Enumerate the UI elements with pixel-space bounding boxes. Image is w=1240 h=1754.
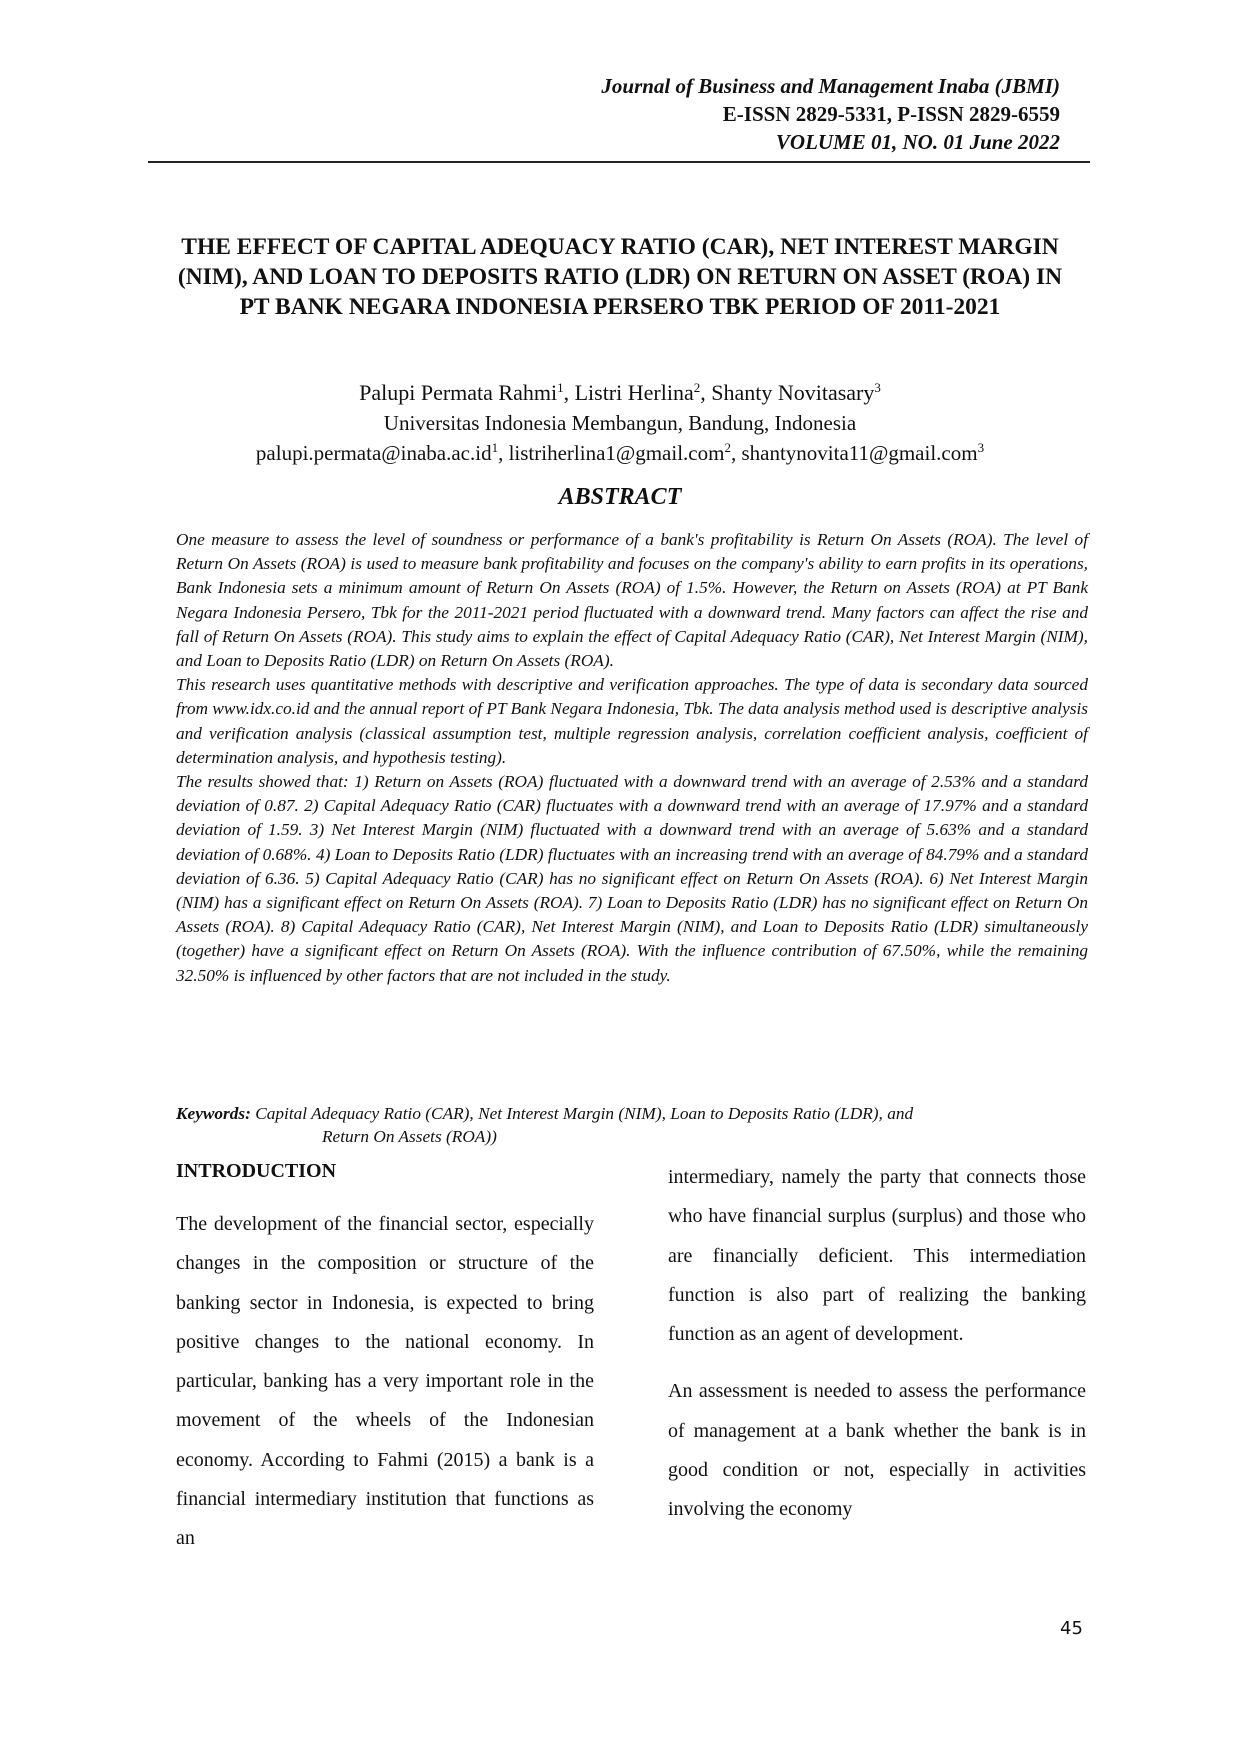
author-name: Palupi Permata Rahmi: [359, 380, 558, 405]
email-sup: 1: [491, 440, 499, 455]
author-name: Shanty Novitasary: [711, 380, 875, 405]
left-column: [176, 1157, 594, 1559]
author-sup: 1: [557, 380, 564, 395]
author-block: [160, 378, 1080, 468]
abstract-paragraph: The results showed that: 1) Return on Assets (ROA) fluctuated with a downward trend with an average of 2.53% and a standard deviation of 0.87. 2) Capital Adequacy Ratio (CAR) fluctuates with a downward trend with an average of 17.97% and a standard deviation of 1.59. 3) Net Interest Margin (NIM) fluctuated with a downward trend with an average of 5.63% and a standard deviation of 0.68%. 4) Loan to Deposits Ratio (LDR) fluctuates with an increasing trend with an average of 84.79% and a standard deviation of 6.36. 5) Capital Adequacy Ratio (CAR) has no significant effect on Return On Assets (ROA). 6) Net Interest Margin (NIM) has a significant effect on Return On Assets (ROA). 7) Loan to Deposits Ratio (LDR) has no significant effect on Return On Assets (ROA). 8) Capital Adequacy Ratio (CAR), Net Interest Margin (NIM), and Loan to Deposits Ratio (LDR) simultaneously (together) have a significant effect on Return On Assets (ROA). With the influence contribution of 67.50%, while the remaining 32.50% is influenced by other factors that are not included in the study.: [176, 772, 1088, 985]
email-sup: 2: [724, 440, 731, 455]
abstract-paragraph: This research uses quantitative methods with descriptive and verification approaches. The type of data is secondary data sourced from www.idx.co.id and the annual report of PT Bank Negara Indonesia, Tbk. The data analysis method used is descriptive analysis and verification analysis (classical assumption test, multiple regression analysis, correlation coefficient analysis, coefficient of determination analysis, and hypothesis testing).: [176, 675, 1089, 767]
paper-title: THE EFFECT OF CAPITAL ADEQUACY RATIO (CAR), NET INTEREST MARGIN (NIM), AND LOAN TO DEPOSITS RATIO (LDR) ON RETURN ON ASSET (ROA) IN PT BANK NEGARA INDONESIA PERSERO TBK PERIOD OF 2011-2021: [177, 234, 1063, 320]
body-paragraph: The development of the financial sector, especially changes in the composition or structure of the banking sector in Indonesia, is expected to bring positive changes to the national economy. In particular, banking has a very important role in the movement of the wheels of the Indonesian economy. According to Fahmi (2015) a bank is a financial intermediary institution that functions as an: [176, 1213, 594, 1550]
author-names: Palupi Permata Rahmi$^1$, Listri Herlina$^2$, Shanty Novitasary$^3$: [359, 380, 881, 405]
keywords-label: Keywords:: [176, 1104, 251, 1123]
abstract-heading: ABSTRACT: [558, 484, 682, 510]
body-paragraph: An assessment is needed to assess the performance of management at a bank whether the bank is in good condition or not, especially in activities involving the economy: [668, 1380, 1086, 1521]
journal-issn: E-ISSN 2829-5331, P-ISSN 2829-6559: [722, 102, 1060, 126]
keywords-text-continued: Return On Assets (ROA)): [322, 1127, 497, 1146]
journal-name: Journal of Business and Management Inaba (JBMI): [601, 74, 1060, 98]
email-sup: 3: [977, 440, 985, 455]
author-name: Listri Herlina: [574, 380, 694, 405]
abstract-paragraph: One measure to assess the level of soundness or performance of a bank's profitability is Return On Assets (ROA). The level of Return On Assets (ROA) is used to measure bank profitability and focuses on the company's ability to earn profits in its operations, Bank Indonesia sets a minimum amount of Return On Assets (ROA) of 1.5%. However, the Return on Assets (ROA) at PT Bank Negara Indonesia Persero, Tbk for the 2011-2021 period fluctuated with a downward trend. Many factors can affect the rise and fall of Return On Assets (ROA). This study aims to explain the effect of Capital Adequacy Ratio (CAR), Net Interest Margin (NIM), and Loan to Deposits Ratio (LDR) on Return On Assets (ROA).: [176, 530, 1088, 671]
keywords: [176, 1102, 1088, 1148]
abstract-body: [176, 528, 1088, 988]
page-number: 45: [1060, 1618, 1083, 1639]
author-emails: $palupi.permata@inaba.ac.id^1$, listriherlina1@gmail.com$^2$, shantynovita11@gmail.com$^3$: [255, 440, 985, 465]
email-link[interactable]: listriherlina1@gmail.com: [508, 441, 725, 465]
keywords-text: Capital Adequacy Ratio (CAR), Net Interest Margin (NIM), Loan to Deposits Ratio (LDR), and: [255, 1104, 914, 1123]
journal-volume: VOLUME 01, NO. 01 June 2022: [775, 130, 1060, 154]
affiliation: Universitas Indonesia Membangun, Bandung, Indonesia: [383, 411, 857, 435]
journal-header: [560, 72, 1060, 156]
header-divider: [148, 161, 1090, 163]
author-sup: 2: [693, 380, 701, 395]
section-heading-introduction: INTRODUCTION: [176, 1160, 337, 1182]
email-link[interactable]: shantynovita11@gmail.com: [741, 441, 978, 465]
right-column: [668, 1158, 1086, 1530]
author-sup: 3: [874, 380, 881, 395]
email-link[interactable]: palupi.permata@inaba.ac.id: [255, 441, 492, 465]
body-paragraph: intermediary, namely the party that connects those who have financial surplus (surplus) and those who are financially deficient. This intermediation function is also part of realizing the banking function as an agent of development.: [668, 1166, 1086, 1346]
